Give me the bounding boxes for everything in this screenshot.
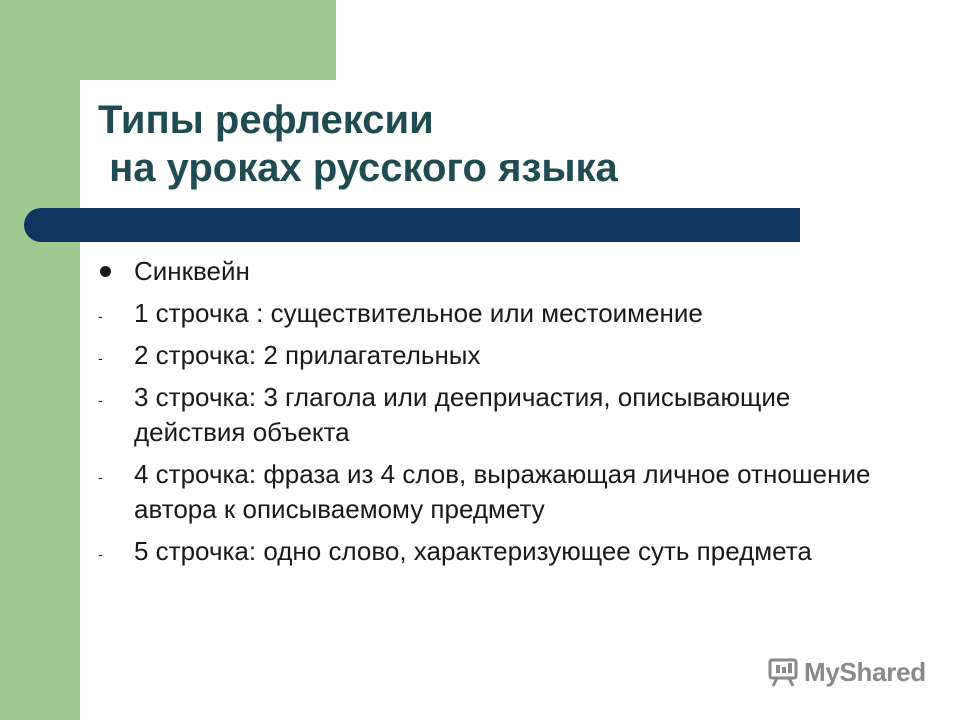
slide-body — [98, 254, 898, 576]
list-item-text: 2 строчка: 2 прилагательных — [134, 340, 481, 370]
title-line-2: на уроках русского языка — [98, 146, 618, 190]
list-item-text: 3 строчка: 3 глагола или деепричастия, описывающие действия объекта — [134, 382, 791, 447]
left-green-strip — [0, 0, 80, 720]
list-item-text: 4 строчка: фраза из 4 слов, выражающая личное отношение автора к описываемому предмету — [134, 459, 871, 524]
bullet-icon — [98, 254, 118, 277]
presentation-board-icon — [766, 658, 800, 688]
list-item — [98, 254, 898, 289]
list-item-text: 1 строчка : существительное или местоимение — [134, 298, 703, 328]
list-item-text: Синквейн — [134, 256, 250, 286]
myshared-watermark — [766, 657, 926, 688]
title-line-1: Типы рефлексии — [98, 98, 434, 142]
dash-marker: - — [98, 546, 103, 562]
slide-title — [98, 96, 618, 192]
list-item — [98, 457, 898, 527]
title-underline-bar — [24, 208, 800, 242]
list-item-text: 5 строчка: одно слово, характеризующее суть предмета — [134, 536, 812, 566]
list-item — [98, 338, 898, 373]
dash-marker: - — [98, 350, 103, 366]
dash-marker: - — [98, 308, 103, 324]
dash-marker: - — [98, 469, 103, 485]
list-item — [98, 296, 898, 331]
dash-marker: - — [98, 392, 103, 408]
list-item — [98, 534, 898, 569]
top-green-block — [80, 0, 336, 80]
list-item — [98, 380, 898, 450]
watermark-text: MyShared — [804, 657, 926, 687]
